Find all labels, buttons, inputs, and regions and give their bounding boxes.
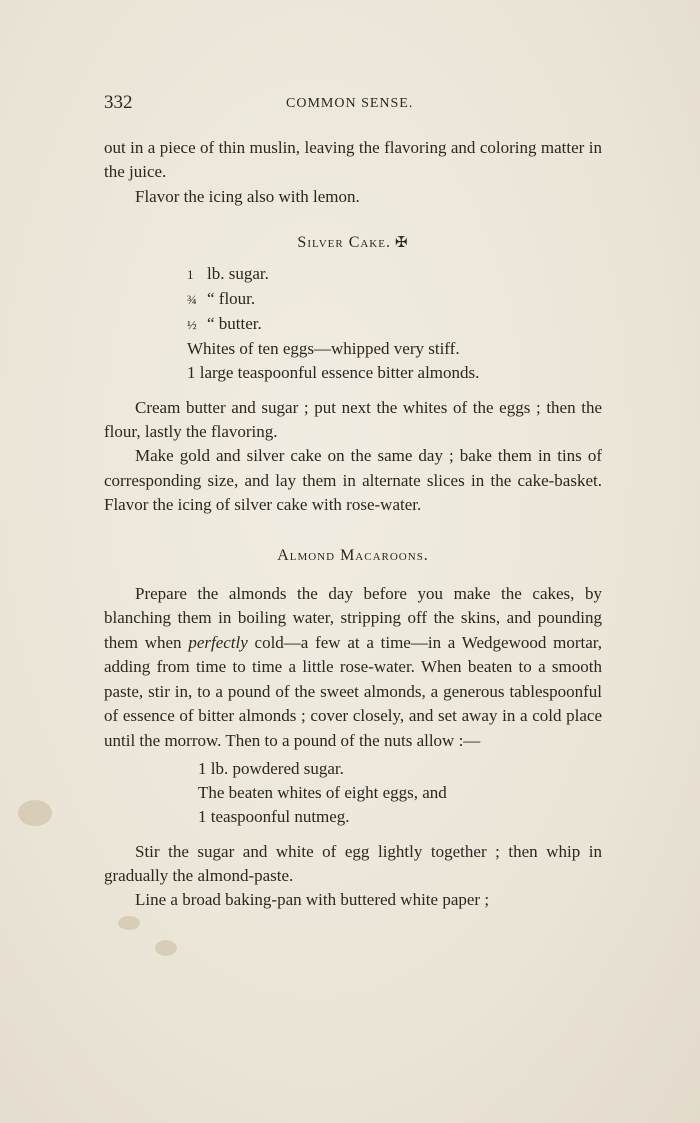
silver-cake-heading (104, 231, 602, 255)
ingredient-text: Whites of ten eggs—whipped very stiff. (187, 339, 460, 359)
ingredient-line (187, 337, 602, 361)
page-header (104, 92, 600, 118)
macaroons-italic: perfectly (188, 632, 248, 652)
macaroons-stir: Stir the sugar and white of egg lightly together ; then whip in gradually the almond-paste. (104, 841, 602, 885)
page-number: 332 (104, 92, 133, 113)
macaroons-text-end: cold—a few at a time—in a Wedgewood mortar, adding from time to time a little rose-water. When beaten to a smooth paste, stir in, to a pound of the sweet almonds, a generous tablespoonful of essence of bitter almonds ; cover closely, and set away in a cold place until the morrow. Then to a pound of the nuts allow :— (104, 632, 602, 750)
ingredient-text: 1 large teaspoonful essence bitter almonds. (187, 363, 480, 383)
ingredient-line: The beaten whites of eight eggs, and (198, 783, 447, 803)
silver-cake-title: Silver Cake. (297, 234, 391, 252)
ingredient-line: 1 lb. powdered sugar. (198, 758, 344, 778)
page-text (104, 136, 602, 913)
ingredient-qty: 1 (187, 266, 194, 282)
ingredient-line (187, 361, 602, 385)
ingredient-qty: ½ (187, 317, 197, 333)
ingredient-line (187, 262, 602, 287)
macaroons-text-start: Prepare the almonds the day before you make the cakes, by blanching them in boiling water, stripping off the skins, and pounding them when (104, 584, 602, 652)
ingredient-line (187, 287, 602, 312)
macaroons-line-pan: Line a broad baking-pan with buttered white paper ; (135, 890, 490, 910)
paper-stain (118, 916, 140, 930)
ingredient-text: lb. sugar. (207, 263, 269, 283)
paper-stain (155, 940, 177, 956)
silver-cake-ingredients (187, 262, 602, 386)
silver-cake-method: Cream butter and sugar ; put next the whites of the eggs ; then the flour, lastly the flavoring. (104, 397, 602, 442)
almond-macaroons-heading (104, 544, 602, 568)
maltese-cross-icon: ✠ (394, 235, 409, 252)
running-head: COMMON SENSE. (286, 96, 414, 111)
paper-stain (18, 800, 52, 826)
ingredient-line (187, 312, 602, 337)
ingredient-text: “ flour. (207, 288, 256, 308)
continuation-paragraph: out in a piece of thin muslin, leaving the flavoring and coloring matter in the juice. (104, 138, 602, 182)
silver-cake-note: Make gold and silver cake on the same day ; bake them in tins of corresponding size, and lay them in alternate slices in the cake-basket. Flavor the icing of silver cake with rose-water. (104, 446, 602, 515)
almond-macaroons-title: Almond Macaroons. (277, 546, 429, 564)
ingredient-text: “ butter. (207, 314, 262, 334)
ingredient-line: 1 teaspoonful nutmeg. (198, 807, 350, 827)
macaroons-ingredients (198, 757, 602, 830)
macaroons-method (104, 582, 602, 753)
lemon-icing-paragraph: Flavor the icing also with lemon. (135, 186, 360, 206)
ingredient-qty: ¾ (187, 291, 197, 307)
